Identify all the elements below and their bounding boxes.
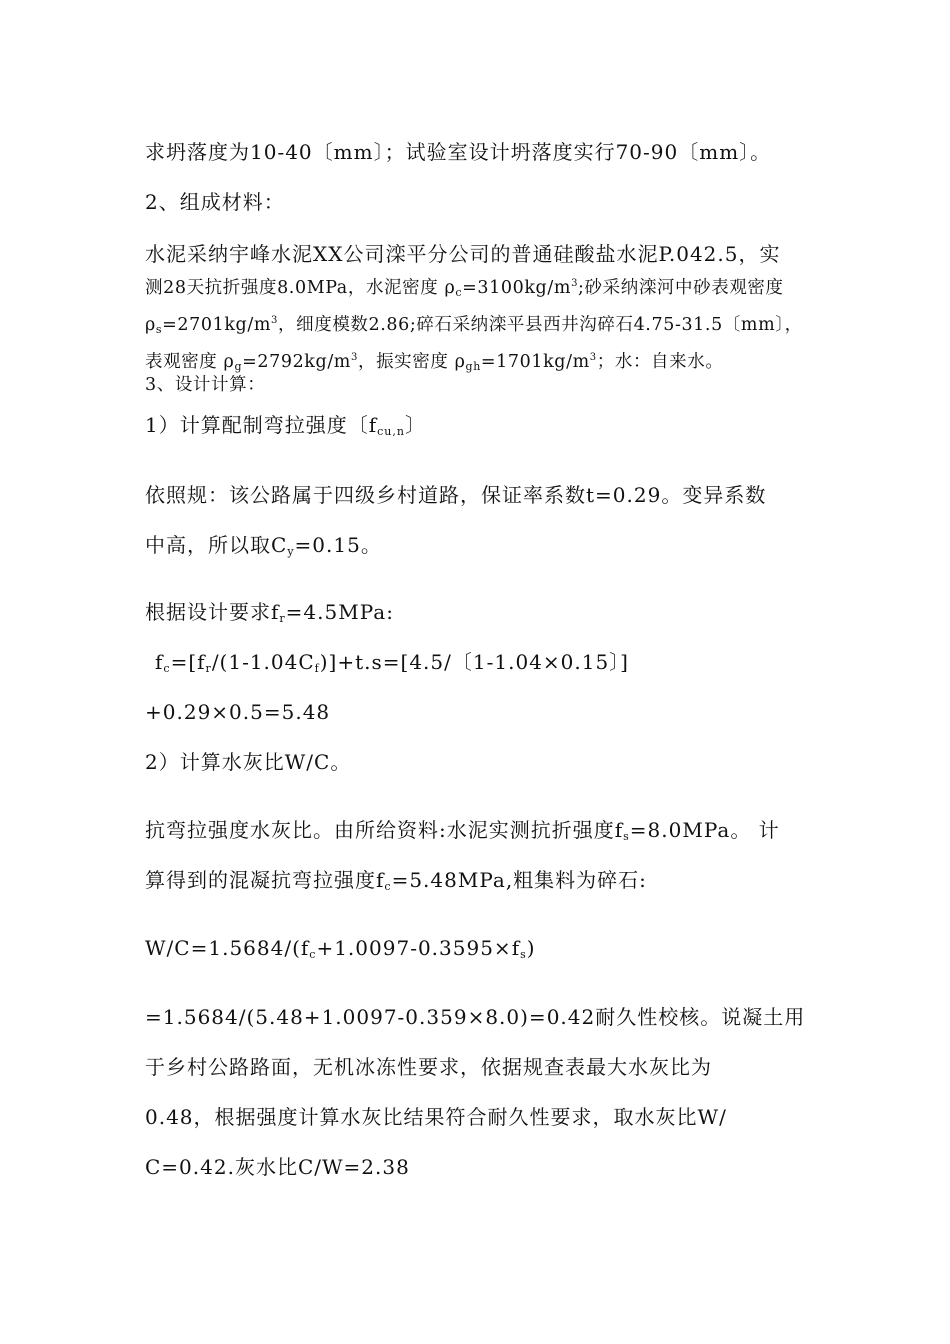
subscript: s — [520, 948, 527, 961]
road-class-line — [145, 481, 766, 509]
water-cement-choice-line — [145, 1103, 727, 1131]
text: 求坍落度为10-40〔mm〕；试验室设计坍落度实行70-90〔mm〕。 — [145, 140, 772, 164]
subscript: c — [455, 286, 463, 299]
superscript: 3 — [351, 352, 358, 363]
text: =1.5684/(5.48+1.0097-0.359×8.0)=0.42耐久性校核。说凝土用 — [145, 1005, 806, 1029]
text: 中高，所以取C — [145, 533, 288, 557]
text: ，细度模数2.86;碎石采纳滦平县西井沟碎石4.75-31.5〔mm〕， — [278, 315, 803, 335]
text: 于乡村公路路面，无机冰冻性要求，依据规查表最大水灰比为 — [145, 1055, 712, 1079]
text: =2701kg/m — [162, 315, 272, 335]
text: ，振实密度 ρ — [357, 352, 466, 372]
text: 2、组成材料： — [145, 190, 285, 214]
text: 表观密度 ρ — [145, 352, 235, 372]
text: =0.15。 — [294, 533, 382, 557]
text: /(1-1.04C — [211, 650, 315, 674]
subscript: cu,n — [377, 425, 405, 438]
cement-density-line — [145, 274, 784, 302]
sand-density-line — [145, 311, 803, 339]
text: =3100kg/m — [462, 278, 572, 298]
formula-fc-line — [155, 648, 629, 676]
text: +0.29×0.5=5.48 — [145, 700, 331, 724]
text: =[f — [170, 650, 206, 674]
superscript: 3 — [571, 278, 579, 289]
subscript: f — [314, 662, 320, 675]
text: 抗弯拉强度水灰比。由所给资料:水泥实测抗折强度f — [145, 818, 624, 842]
cement-water-ratio-line — [145, 1153, 410, 1181]
subscript: c — [384, 880, 392, 893]
section-heading-materials — [145, 188, 285, 216]
text: =8.0MPa。 计 — [629, 818, 780, 842]
strength-ratio-line — [145, 816, 780, 844]
subscript: c — [163, 662, 171, 675]
subscript: s — [623, 830, 630, 843]
formula-result-line — [145, 698, 330, 726]
cement-description-line — [145, 240, 781, 268]
formula-wc-line — [145, 934, 536, 962]
text: +1.0097-0.3595×f — [316, 936, 521, 960]
text: ) — [526, 936, 536, 960]
design-requirement-line — [145, 598, 394, 626]
subscript: c — [309, 948, 317, 961]
superscript: 3 — [271, 315, 279, 326]
durability-detail-line — [145, 1053, 712, 1081]
text: 1）计算配制弯拉强度〔f — [145, 413, 378, 437]
text: )]+t.s=[4.5/〔1-1.04×0.15〕] — [319, 650, 629, 674]
text: ；水：自来水。 — [596, 352, 724, 372]
text: =2792kg/m — [242, 352, 352, 372]
text: 算得到的混凝抗弯拉强度f — [145, 868, 385, 892]
subscript: r — [205, 662, 212, 675]
text: 〕 — [404, 413, 426, 437]
slump-requirement-line — [145, 138, 771, 166]
text: f — [155, 650, 164, 674]
durability-check-line — [145, 1003, 805, 1031]
text: C=0.42.灰水比C/W=2.38 — [145, 1155, 410, 1179]
text: 测28天抗折强度8.0MPa，水泥密度 ρ — [145, 278, 456, 298]
computed-strength-line — [145, 866, 647, 894]
subscript: s — [155, 323, 163, 336]
text: 2）计算水灰比W/C。 — [145, 750, 352, 774]
section-heading-design-calc — [145, 371, 265, 399]
superscript: 3 — [589, 352, 597, 363]
text: =1701kg/m — [480, 352, 590, 372]
subscript: y — [287, 545, 295, 558]
text: 水泥采纳宇峰水泥XX公司滦平分公司的普通硅酸盐水泥P.042.5，实 — [145, 242, 781, 266]
text: 根据设计要求f — [145, 600, 280, 624]
text: W/C=1.5684/(f — [145, 936, 310, 960]
step2-heading — [145, 748, 351, 776]
text: ρ — [145, 315, 156, 335]
subscript: gh — [465, 360, 481, 373]
variation-coefficient-line — [145, 531, 382, 559]
subscript: r — [279, 612, 286, 625]
text: 3、设计计算： — [145, 375, 266, 395]
text: ;砂采纳滦河中砂表观密度 — [578, 278, 784, 298]
text: =4.5MPa: — [285, 600, 394, 624]
step1-heading — [145, 411, 426, 439]
subscript: g — [234, 360, 243, 373]
text: 0.48，根据强度计算水灰比结果符合耐久性要求，取水灰比W/ — [145, 1105, 727, 1129]
text: =5.48MPa,粗集料为碎石: — [391, 868, 647, 892]
text: 依照规：该公路属于四级乡村道路，保证率系数t=0.29。变异系数 — [145, 483, 767, 507]
